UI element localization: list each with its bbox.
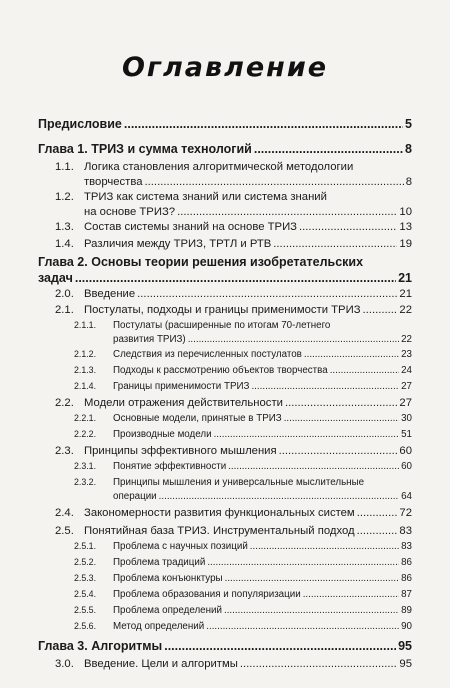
toc-entry-number: 2.5.2.: [74, 557, 97, 567]
toc-entry-page: 27: [399, 397, 412, 409]
toc-entry-number: 1.1.: [55, 161, 74, 173]
toc-entry-title-continuation: задач: [38, 271, 73, 285]
toc-entry-page: 23: [401, 349, 412, 360]
dot-leader: [240, 658, 398, 670]
toc-entry-number: 2.5.3.: [74, 573, 97, 583]
dot-leader: [299, 221, 397, 233]
dot-leader: [188, 334, 399, 345]
dot-leader: [285, 397, 397, 409]
toc-entry-page: 95: [399, 658, 412, 670]
toc-entry-title: Логика становления алгоритмической методологии: [84, 161, 354, 173]
toc-entry-page: 83: [401, 541, 412, 552]
toc-entry-number: 2.0.: [55, 288, 74, 300]
dot-leader: [159, 491, 399, 502]
dot-leader: [75, 271, 396, 285]
toc-entry-title: Постулаты, подходы и границы применимости ТРИЗ: [84, 304, 361, 316]
toc-entry-number: 2.1.3.: [74, 365, 97, 375]
dot-leader: [224, 605, 399, 616]
toc-entry-number: 2.2.: [55, 397, 74, 409]
toc-entry-number: 2.4.: [55, 507, 74, 519]
dot-leader: [214, 429, 400, 440]
dot-leader: [164, 639, 396, 653]
dot-leader: [357, 525, 398, 537]
dot-leader: [206, 621, 399, 632]
toc-entry-title: Проблема определений: [113, 605, 222, 616]
dot-leader: [177, 206, 397, 218]
toc-entry-title: Подходы к рассмотрению объектов творчества: [113, 365, 328, 376]
toc-entry-title: ТРИЗ как система знаний или система знаний: [84, 191, 327, 203]
toc-entry-title: Основы теории решения изобретательских: [91, 255, 364, 269]
toc-entry-page: 90: [401, 621, 412, 632]
toc-entry-page: 60: [399, 445, 412, 457]
toc-entry-page: 24: [401, 365, 412, 376]
toc-entry-title: Принципы эффективного мышления: [84, 445, 277, 457]
toc-entry-number: 2.5.: [55, 525, 74, 537]
toc-entry-number: 1.4.: [55, 238, 74, 250]
toc-entry-page: 27: [401, 381, 412, 392]
toc-entry-title-continuation: творчества: [84, 176, 143, 188]
toc-entry-number: 1.3.: [55, 221, 74, 233]
toc-entry-page: 86: [401, 573, 412, 584]
dot-leader: [304, 349, 399, 360]
toc-entry-title: Понятие эффективности: [113, 461, 227, 472]
toc-entry-number: 2.1.1.: [74, 320, 97, 330]
toc-entry-title: Основные модели, принятые в ТРИЗ: [113, 413, 282, 424]
toc-entry-page: 30: [401, 413, 412, 424]
toc-entry-page: 51: [401, 429, 412, 440]
dot-leader: [250, 541, 399, 552]
toc-entry-title: Понятийная база ТРИЗ. Инструментальный подход: [84, 525, 355, 537]
toc-entry-number: 2.3.: [55, 445, 74, 457]
toc-entry-number: 2.3.2.: [74, 477, 97, 487]
toc-entry-page: 8: [405, 142, 412, 156]
toc-entry-page: 83: [399, 525, 412, 537]
toc-entry-number: 2.5.4.: [74, 589, 97, 599]
toc-entry-title: Различия между ТРИЗ, ТРТЛ и РТВ: [84, 238, 272, 250]
toc-entry-page: 60: [401, 461, 412, 472]
toc-entry-page: 5: [405, 117, 412, 131]
toc-entry-title: Метод определений: [113, 621, 205, 632]
toc-entry-title: Проблема конъюнктуры: [113, 573, 223, 584]
dot-leader: [330, 365, 399, 376]
dot-leader: [225, 573, 400, 584]
dot-leader: [137, 288, 397, 300]
toc-entry-number: 2.2.1.: [74, 413, 97, 423]
toc-entry-number: Глава 3.: [38, 639, 88, 653]
toc-entry-number: 2.2.2.: [74, 429, 97, 439]
dot-leader: [228, 461, 399, 472]
toc-entry-page: 13: [399, 221, 412, 233]
toc-entry-page: 10: [399, 206, 412, 218]
toc-entry-page: 19: [399, 238, 412, 250]
toc-entry-number: 2.5.5.: [74, 605, 97, 615]
toc-entry-title: Принципы мышления и универсальные мыслительные: [113, 477, 365, 488]
dot-leader: [284, 413, 399, 424]
toc-entry-title-continuation: развития ТРИЗ): [113, 334, 186, 345]
toc-entry-page: 22: [399, 304, 412, 316]
toc-entry-page: 22: [401, 334, 412, 345]
dot-leader: [254, 142, 403, 156]
toc-entry-number: Глава 1.: [38, 142, 88, 156]
toc-entry-number: 2.5.1.: [74, 541, 97, 551]
toc-entry-number: 3.0.: [55, 658, 74, 670]
toc-entry-number: Глава 2.: [38, 255, 88, 269]
toc-entry-number: 2.5.6.: [74, 621, 97, 631]
toc-entry-title: Проблема образования и популяризации: [113, 589, 301, 600]
dot-leader: [273, 238, 397, 250]
dot-leader: [279, 445, 398, 457]
dot-leader: [303, 589, 399, 600]
dot-leader: [145, 176, 404, 188]
dot-leader: [363, 304, 398, 316]
toc-entry-number: 2.1.: [55, 304, 74, 316]
toc-entry-title: ТРИЗ и сумма технологий: [91, 142, 252, 156]
toc-entry-page: 89: [401, 605, 412, 616]
toc-entry-page: 21: [399, 288, 412, 300]
toc-entry-number: 2.1.2.: [74, 349, 97, 359]
toc-entry-title: Границы применимости ТРИЗ: [113, 381, 250, 392]
toc-entry-title: Предисловие: [38, 117, 122, 131]
toc-entry-title-continuation: на основе ТРИЗ?: [84, 206, 176, 218]
toc-entry-page: 87: [401, 589, 412, 600]
toc-entry-title: Алгоритмы: [91, 639, 163, 653]
toc-entry-number: 2.3.1.: [74, 461, 97, 471]
dot-leader: [207, 557, 399, 568]
toc-entry-title: Введение: [84, 288, 136, 300]
toc-entry-title: Введение. Цели и алгоритмы: [84, 658, 238, 670]
toc-entry-title: Проблема традиций: [113, 557, 206, 568]
toc-entry-page: 8: [405, 176, 412, 188]
toc-entry-number: 1.2.: [55, 191, 74, 203]
toc-entry-title: Производные модели: [113, 429, 212, 440]
dot-leader: [357, 507, 398, 519]
toc-entry-page: 21: [398, 271, 412, 285]
page-title: Оглавление: [121, 52, 329, 83]
dot-leader: [124, 117, 403, 131]
toc-entry-title: Модели отражения действительности: [84, 397, 283, 409]
toc-entry-page: 95: [398, 639, 412, 653]
toc-entry-title: Следствия из перечисленных постулатов: [113, 349, 302, 360]
toc-entry-title: Проблема с научных позиций: [113, 541, 248, 552]
toc-entry-page: 86: [401, 557, 412, 568]
dot-leader: [251, 381, 399, 392]
toc-entry-page: 64: [401, 491, 412, 502]
toc-entry-number: 2.1.4.: [74, 381, 97, 391]
toc-entry-page: 72: [399, 507, 412, 519]
toc-entry-title: Закономерности развития функциональных систем: [84, 507, 355, 519]
toc-entry-title-continuation: операции: [113, 491, 157, 502]
toc-entry-title: Постулаты (расширенные по итогам 70-летнего: [113, 320, 331, 331]
toc-entry-title: Состав системы знаний на основе ТРИЗ: [84, 221, 298, 233]
